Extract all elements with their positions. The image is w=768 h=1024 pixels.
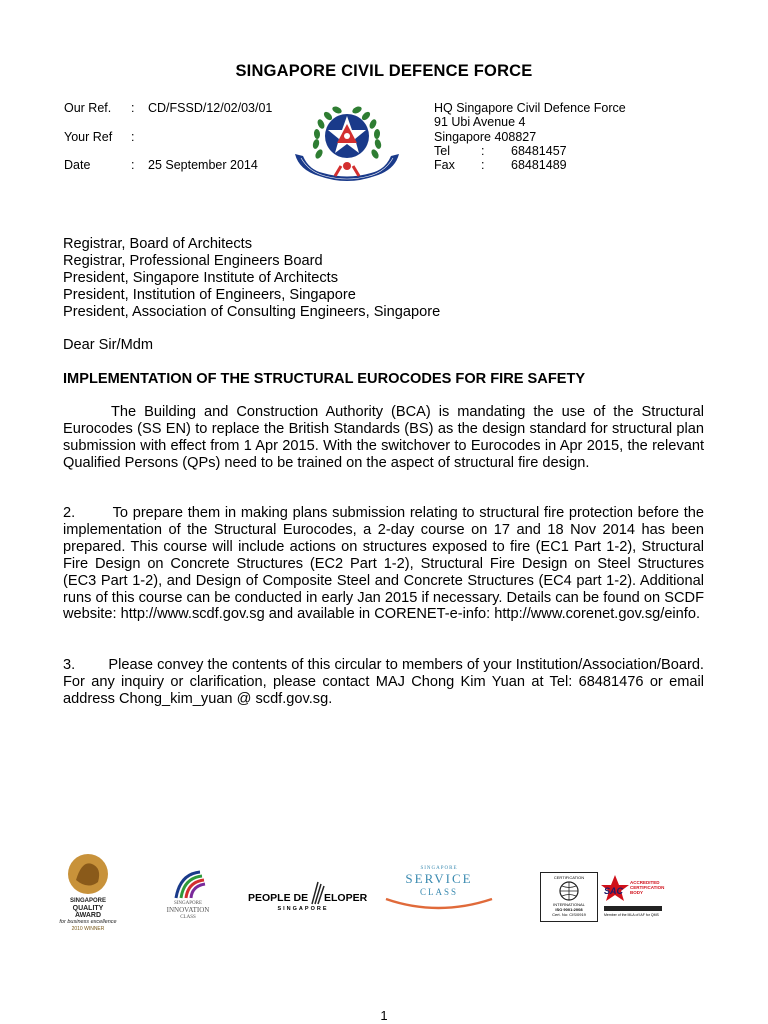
innovation-class-logo xyxy=(158,868,218,933)
paragraph-3: 3. Please convey the contents of this circular to members of your Institution/Association/Board. For any inquiry or clarification, please contact MAJ Chong Kim Yuan at Tel: 68481476 or email address Chong_kim_yuan @ scdf.gov.sg. xyxy=(63,657,704,707)
addressee-line: President, Association of Consulting Engineers, Singapore xyxy=(63,303,441,320)
colon: : xyxy=(131,101,135,115)
address-line: Singapore 408827 xyxy=(434,130,537,144)
certification-logo xyxy=(540,872,602,924)
addressee-line: Registrar, Professional Engineers Board xyxy=(63,252,323,269)
sac-bar xyxy=(604,906,662,911)
addressee-line: Registrar, Board of Architects xyxy=(63,236,252,252)
service-text: CLASS xyxy=(419,887,458,897)
award-text: for business excellence xyxy=(59,919,117,925)
page-number: 1 xyxy=(380,1008,388,1023)
innovation-text: INNOVATION xyxy=(166,906,210,914)
salutation: Dear Sir/Mdm xyxy=(63,337,154,353)
sac-text: ACCREDITED xyxy=(630,880,660,885)
tel-value: 68481457 xyxy=(511,144,567,158)
sac-text: SAC xyxy=(604,886,624,896)
page-title: SINGAPORE CIVIL DEFENCE FORCE xyxy=(235,62,533,80)
sac-logo xyxy=(600,872,664,924)
cert-text: ISO 9001:2008 xyxy=(555,907,583,912)
subject-heading: IMPLEMENTATION OF THE STRUCTURAL EUROCODES FOR FIRE SAFETY xyxy=(63,371,586,387)
award-text: 2010 WINNER xyxy=(71,926,105,932)
service-text: SERVICE xyxy=(405,871,473,886)
service-class-logo xyxy=(382,866,496,921)
colon: : xyxy=(131,158,135,172)
people-developer-logo xyxy=(248,880,368,920)
paragraph-2: 2. To prepare them in making plans submission relating to structural fire protection before the implementation of the Structural Eurocodes, a 2-day course on 17 and 18 Nov 2014 has been prepared. This course will include actions on structures exposed to fire (EC1 Part 1-2), Structural Fire Design on Concrete Structures (EC2 Part 1-2), Structural Fire Design on Steel Structures (EC3 Part 1-2), and Design of Composite Steel and Concrete Structures (EC4 part 1-2). Additional runs of this course can be conducted in early Jan 2015 if necessary. Details can be found on SCDF website: http://www.scdf.gov.sg and available in CORENET-e-info: http://www.corenet.gov.sg/einfo. xyxy=(63,505,704,623)
colon: : xyxy=(131,130,135,144)
scdf-crest-logo xyxy=(289,96,405,188)
our-ref-label: Our Ref. xyxy=(64,101,112,115)
addressee-list xyxy=(63,236,440,321)
date-label: Date xyxy=(64,158,91,172)
cert-text: Cert. No: CIS/0919 xyxy=(552,912,586,917)
innovation-text: CLASS xyxy=(180,915,196,920)
cert-text: CERTIFICATION xyxy=(553,875,585,880)
quality-award-logo xyxy=(58,850,118,945)
your-ref-label: Your Ref xyxy=(64,130,113,144)
award-text: AWARD xyxy=(74,912,102,919)
fax-label: Fax xyxy=(434,158,455,172)
people-developer-text: SINGAPORE xyxy=(277,906,329,912)
our-ref-value: CD/FSSD/12/02/03/01 xyxy=(148,101,273,115)
date-value: 25 September 2014 xyxy=(148,158,258,172)
people-developer-text: ELOPER xyxy=(324,892,368,904)
award-text: QUALITY xyxy=(72,905,104,912)
colon: : xyxy=(481,158,485,172)
paragraph-1: The Building and Construction Authority (BCA) is mandating the use of the Structural Eurocodes (SS EN) to replace the British Standards (BS) as the design standard for structural plan submission with effect from 1 Apr 2015. With the switchover to Eurocodes in Apr 2015, the relevant Qualified Persons (QPs) need to be trained on the aspect of structural fire design. xyxy=(63,404,704,471)
colon: : xyxy=(481,144,485,158)
address-line: HQ Singapore Civil Defence Force xyxy=(434,101,626,115)
people-developer-text: PEOPLE DE xyxy=(248,892,309,904)
innovation-text: SINGAPORE xyxy=(173,901,203,906)
sac-text: BODY xyxy=(630,890,644,895)
award-text: SINGAPORE xyxy=(69,898,106,904)
tel-label: Tel xyxy=(434,144,450,158)
sac-text: CERTIFICATION xyxy=(630,885,665,890)
addressee-line: President, Singapore Institute of Architects xyxy=(63,269,339,286)
fax-value: 68481489 xyxy=(511,158,567,172)
cert-text: INTERNATIONAL xyxy=(553,902,585,907)
address-line: 91 Ubi Avenue 4 xyxy=(434,115,526,129)
service-text: SINGAPORE xyxy=(420,866,458,871)
addressee-line: President, Institution of Engineers, Singapore xyxy=(63,286,356,303)
sac-text: Member of the MLA of IAF for QMS xyxy=(604,913,659,917)
